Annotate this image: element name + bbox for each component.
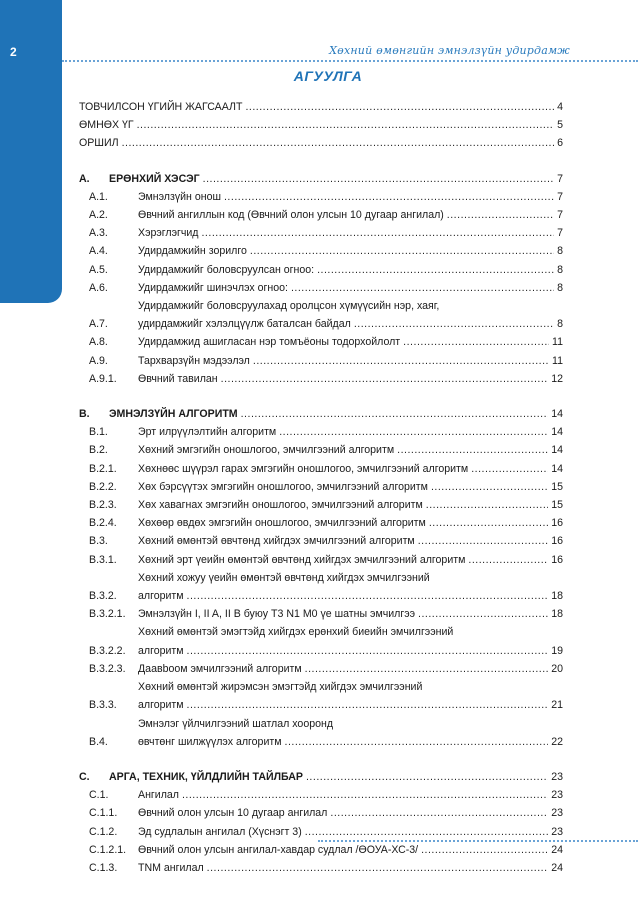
toc-entry-page: 8	[557, 245, 563, 258]
toc-entry-title: Өвчний тавилан	[138, 372, 218, 385]
header-divider	[62, 60, 638, 62]
toc-entry-page: 23	[551, 770, 563, 783]
dot-leader	[250, 242, 554, 260]
toc-entry-page: 20	[551, 662, 563, 675]
toc-entry[interactable]	[79, 116, 563, 134]
toc-entry-number: В.2.1.	[89, 462, 117, 475]
toc-entry-title: Хөхний эрт үеийн өмөнтэй өвчтөнд хийгдэх эмчилгээний алгоритм	[138, 553, 466, 566]
toc-entry-title: Удирдамжийг шинэчлэх огноо:	[138, 281, 288, 294]
toc-entry-title: Хөхнөөс шүүрэл гарах эмгэгийн оношлогоо, эмчилгээний алгоритм	[138, 462, 469, 475]
toc-title: АГУУЛГА	[293, 68, 363, 84]
dot-leader	[317, 261, 554, 279]
toc-entry-page: 18	[551, 608, 563, 621]
toc-entry[interactable]	[79, 423, 563, 441]
toc-entry-page: 11	[552, 354, 563, 367]
toc-entry-number: С.1.2.	[89, 825, 118, 838]
table-of-contents	[79, 98, 563, 877]
toc-entry-page: 16	[551, 517, 563, 530]
toc-entry-title: ОРШИЛ	[79, 137, 119, 150]
toc-entry-number: В.1.	[89, 426, 108, 439]
toc-entry-title: Удирдамжийг боловсруулахад оролцсон хүмүүсийн нэр, хаяг,	[138, 300, 440, 313]
toc-entry-title: TNM ангилал	[138, 861, 204, 874]
dot-leader	[137, 116, 555, 134]
toc-entry[interactable]	[79, 496, 563, 514]
toc-entry-page: 16	[551, 535, 563, 548]
dot-leader	[421, 841, 548, 859]
toc-entry-title: Хөх хавагнах эмгэгийн оношлогоо, эмчилгээний алгоритм	[138, 499, 423, 512]
toc-entry-page: 12	[551, 372, 563, 385]
dot-leader	[397, 441, 548, 459]
toc-entry[interactable]	[79, 678, 563, 714]
toc-entry-number: В.3.	[89, 535, 108, 548]
toc-entry-number: В.2.	[89, 444, 108, 457]
toc-entry-number: В.2.3.	[89, 499, 117, 512]
toc-entry-title: удирдамжийг хэлэлцүүлж баталсан байдал	[138, 318, 351, 331]
toc-entry-page: 24	[551, 843, 563, 856]
dot-leader	[305, 823, 548, 841]
dot-leader	[221, 370, 549, 388]
dot-leader	[403, 333, 549, 351]
toc-entry-page: 18	[551, 590, 563, 603]
toc-entry-page: 16	[551, 553, 563, 566]
dot-leader	[253, 352, 549, 370]
toc-entry[interactable]	[79, 569, 563, 605]
toc-entry-number: В.3.2.2.	[89, 644, 126, 657]
toc-entry-number: С.1.1.	[89, 807, 118, 820]
toc-entry-page: 22	[551, 735, 563, 748]
toc-entry-number: В.4.	[89, 735, 108, 748]
toc-entry-title: Өвчний ангиллын код (Өвчний олон улсын 10 дугаар ангилал)	[138, 209, 444, 222]
toc-entry[interactable]	[79, 333, 563, 351]
dot-leader	[354, 315, 554, 333]
toc-entry-page: 14	[551, 426, 563, 439]
toc-entry-page: 11	[552, 336, 563, 349]
toc-entry[interactable]	[79, 551, 563, 569]
dot-leader	[330, 804, 548, 822]
toc-entry[interactable]	[79, 188, 563, 206]
toc-entry-number: А.9.	[89, 354, 108, 367]
toc-entry-title: Эрт илрүүлэлтийн алгоритм	[138, 426, 277, 439]
toc-entry-title: Тархварзүйн мэдээлэл	[138, 354, 250, 367]
toc-entry-title: ӨМНӨХ ҮГ	[79, 119, 134, 132]
toc-entry[interactable]	[79, 352, 563, 370]
toc-entry[interactable]	[79, 405, 563, 423]
toc-entry-number: А.8.	[89, 336, 108, 349]
toc-entry-page: 15	[551, 499, 563, 512]
toc-entry-page: 14	[551, 408, 563, 421]
toc-entry[interactable]	[79, 623, 563, 659]
toc-entry-title: алгоритм	[138, 644, 184, 657]
toc-entry-page: 21	[551, 699, 563, 712]
toc-entry-page: 14	[551, 462, 563, 475]
toc-entry-number: А.5.	[89, 263, 108, 276]
dot-leader	[187, 642, 549, 660]
toc-entry-number: А.4.	[89, 245, 108, 258]
toc-entry-number: С.1.3.	[89, 861, 118, 874]
toc-entry-page: 7	[557, 190, 563, 203]
toc-entry[interactable]	[79, 804, 563, 822]
toc-entry[interactable]	[79, 297, 563, 333]
toc-entry-title: Эмнэлзүйн онош	[138, 190, 221, 203]
dot-leader	[241, 405, 549, 423]
dot-leader	[245, 98, 554, 116]
toc-entry[interactable]	[79, 478, 563, 496]
toc-entry-number: А.6.	[89, 281, 108, 294]
dot-leader	[224, 188, 554, 206]
toc-entry-number: В.3.2.1.	[89, 608, 126, 621]
toc-entry-title: Хөхний өмөнтэй эмэгтэйд хийгдэх ерөнхий биеийн эмчилгээний	[138, 626, 454, 639]
toc-entry-number: А.2.	[89, 209, 108, 222]
toc-entry-page: 23	[551, 789, 563, 802]
dot-leader	[418, 532, 549, 550]
dot-leader	[279, 423, 548, 441]
dot-leader	[418, 605, 548, 623]
footer-divider	[318, 840, 638, 842]
toc-entry-page: 23	[551, 825, 563, 838]
toc-entry[interactable]	[79, 98, 563, 116]
dot-leader	[447, 206, 554, 224]
toc-entry[interactable]	[79, 660, 563, 678]
toc-entry-title: Эмнэлзүйн I, II A, II B буюу T3 N1 M0 үе шатны эмчилгээ	[138, 608, 416, 621]
dot-leader	[187, 587, 549, 605]
toc-entry[interactable]	[79, 261, 563, 279]
toc-entry[interactable]	[79, 532, 563, 550]
toc-entry-title: Ангилал	[138, 789, 179, 802]
toc-entry-number: В.2.4.	[89, 517, 117, 530]
toc-entry-title: алгоритм	[138, 590, 184, 603]
toc-entry[interactable]	[79, 841, 563, 859]
toc-entry[interactable]	[79, 514, 563, 532]
toc-entry-title: ЭМНЭЛЗҮЙН АЛГОРИТМ	[109, 408, 238, 421]
toc-entry[interactable]	[79, 224, 563, 242]
toc-entry-page: 5	[557, 119, 563, 132]
dot-leader	[471, 460, 548, 478]
toc-entry-title: Хөхний хожуу үеийн өмөнтэй өвчтөнд хийгдэх эмчилгээний	[138, 571, 430, 584]
toc-entry-title: Эд судлалын ангилал (Хүснэгт 3)	[138, 825, 302, 838]
dot-leader	[426, 496, 548, 514]
toc-entry[interactable]	[79, 279, 563, 297]
toc-entry-page: 19	[551, 644, 563, 657]
toc-entry-title: ЕРӨНХИЙ ХЭСЭГ	[109, 172, 200, 185]
toc-entry-page: 4	[557, 101, 563, 113]
toc-entry[interactable]	[79, 206, 563, 224]
toc-entry-number: В.3.3.	[89, 699, 117, 712]
toc-entry-title: Өвчний олон улсын ангилал-хавдар судлал /ӨОУА-ХС-3/	[138, 843, 419, 856]
toc-entry[interactable]	[79, 768, 563, 786]
toc-entry-page: 6	[557, 137, 563, 150]
toc-entry-title: Удирдамжийг боловсруулсан огноо:	[138, 263, 315, 276]
dot-leader	[122, 134, 555, 152]
toc-entry-title: АРГА, ТЕХНИК, ҮЙЛДЛИЙН ТАЙЛБАР	[109, 770, 303, 783]
toc-entry-title: өвчтөнг шилжүүлэх алгоритм	[138, 735, 282, 748]
toc-entry[interactable]	[79, 460, 563, 478]
toc-entry-page: 23	[551, 807, 563, 820]
toc-entry-number: В.	[79, 408, 90, 421]
toc-entry-title: Эмнэлэг үйлчилгээний шатлал хооронд	[138, 717, 334, 730]
toc-entry-number: А.7.	[89, 318, 108, 331]
dot-leader	[306, 768, 548, 786]
dot-leader	[291, 279, 554, 297]
toc-entry-number: С.1.	[89, 789, 109, 802]
toc-entry-number: В.3.2.3.	[89, 662, 126, 675]
dot-leader	[429, 514, 548, 532]
toc-entry-number: А.	[79, 172, 90, 185]
toc-entry-page: 8	[557, 281, 563, 294]
toc-entry[interactable]	[79, 859, 563, 877]
dot-leader	[182, 786, 548, 804]
toc-entry-page: 8	[557, 263, 563, 276]
running-header: Хөхний өмөнгийн эмнэлзүйн удирдамж	[329, 44, 570, 57]
toc-entry-title: Хэрэглэгчид	[138, 227, 199, 240]
toc-entry-title: Удирдамжид ашигласан нэр томъёоны тодорхойлолт	[138, 336, 401, 349]
toc-entry[interactable]	[79, 715, 563, 751]
toc-entry-number: А.1.	[89, 190, 108, 203]
dot-leader	[203, 170, 554, 188]
toc-entry-page: 7	[557, 227, 563, 240]
toc-entry-page: 15	[551, 480, 563, 493]
toc-entry-page: 24	[551, 861, 563, 874]
toc-entry[interactable]	[79, 605, 563, 623]
toc-entry-number: С.1.2.1.	[89, 843, 127, 856]
toc-entry-number: В.3.1.	[89, 553, 117, 566]
toc-entry[interactable]	[79, 786, 563, 804]
toc-entry-title: Хөхний эмгэгийн оношлогоо, эмчилгээний алгоритм	[138, 444, 395, 457]
toc-entry-page: 8	[557, 318, 563, 331]
dot-leader	[207, 859, 549, 877]
toc-entry-title: алгоритм	[138, 699, 184, 712]
toc-entry-title: Даавbooм эмчилгээний алгоритм	[138, 662, 302, 675]
dot-leader	[468, 551, 548, 569]
dot-leader	[285, 733, 549, 751]
toc-entry-page: 7	[557, 209, 563, 222]
toc-entry[interactable]	[79, 823, 563, 841]
dot-leader	[201, 224, 554, 242]
toc-entry[interactable]	[79, 370, 563, 388]
toc-entry-title: ТОВЧИЛСОН ҮГИЙН ЖАГСААЛТ	[79, 101, 243, 113]
toc-entry-title: Өвчний олон улсын 10 дугаар ангилал	[138, 807, 328, 820]
toc-entry-title: Хөх бэрсүүтэх эмгэгийн оношлогоо, эмчилгээний алгоритм	[138, 480, 428, 493]
toc-entry-number: А.9.1.	[89, 372, 117, 385]
toc-entry[interactable]	[79, 134, 563, 152]
toc-entry-title: Хөхөөр өвдөх эмгэгийн оношлогоо, эмчилгээний алгоритм	[138, 517, 426, 530]
page-number: 2	[10, 45, 17, 59]
dot-leader	[187, 696, 549, 714]
toc-entry-title: Удирдамжийн зорилго	[138, 245, 247, 258]
toc-entry-number: В.3.2.	[89, 590, 117, 603]
dot-leader	[431, 478, 548, 496]
toc-entry-number: А.3.	[89, 227, 108, 240]
toc-entry-page: 14	[551, 444, 563, 457]
toc-entry-number: С.	[79, 770, 90, 783]
toc-entry[interactable]	[79, 441, 563, 459]
toc-entry-title: Хөхний өмөнтэй жирэмсэн эмэгтэйд хийгдэх эмчилгээний	[138, 681, 423, 694]
toc-entry-title: Хөхний өмөнтэй өвчтөнд хийгдэх эмчилгээний алгоритм	[138, 535, 415, 548]
toc-entry-number: В.2.2.	[89, 480, 117, 493]
toc-entry[interactable]	[79, 170, 563, 188]
toc-entry-page: 7	[557, 172, 563, 185]
dot-leader	[305, 660, 549, 678]
toc-entry[interactable]	[79, 242, 563, 260]
